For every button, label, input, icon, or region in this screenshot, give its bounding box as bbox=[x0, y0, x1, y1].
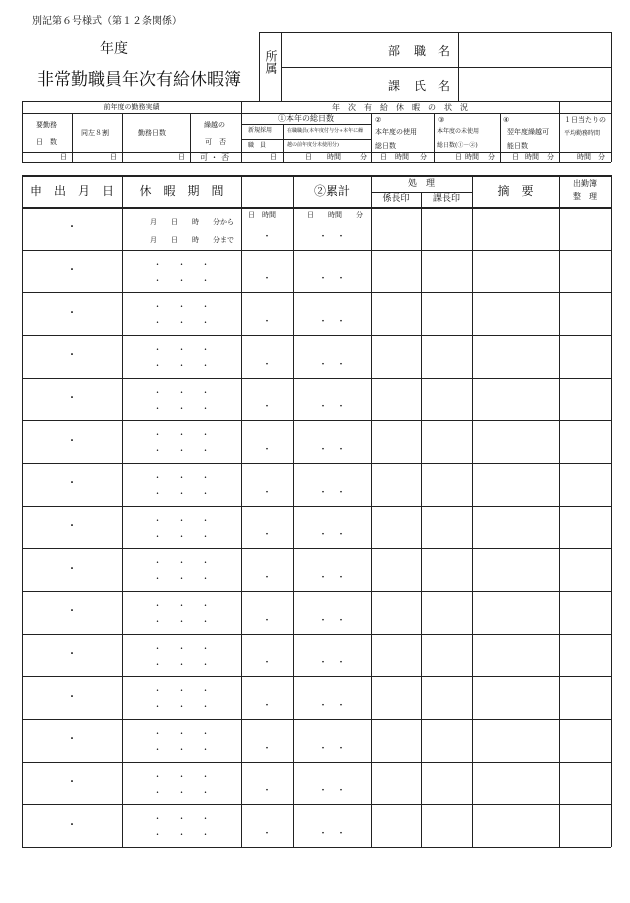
rule-line bbox=[122, 113, 123, 162]
leave-from-dots: ・ ・ ・ bbox=[153, 814, 210, 824]
leave-to-dots: ・ ・ ・ bbox=[153, 489, 210, 498]
request-date-cell[interactable] bbox=[22, 634, 122, 677]
remarks-cell[interactable] bbox=[472, 506, 559, 549]
chief-seal-cell[interactable] bbox=[421, 420, 472, 463]
remarks-cell[interactable] bbox=[472, 804, 559, 847]
request-date-dot: ・ bbox=[67, 478, 77, 490]
unit-time-2: 時間 bbox=[395, 153, 409, 161]
clerk-seal-cell[interactable] bbox=[371, 250, 421, 293]
col-attendance: 出勤簿 bbox=[573, 179, 597, 188]
leave-to-dots: ・ ・ ・ bbox=[153, 830, 210, 840]
unit-day-2: 日 bbox=[110, 153, 117, 161]
unused-number: ③ bbox=[438, 116, 445, 124]
total-days-title: ①本年の総日数 bbox=[278, 114, 334, 123]
remarks-cell[interactable] bbox=[472, 335, 559, 378]
rule-line bbox=[434, 113, 435, 162]
leave-from-dots: ・ ・ ・ bbox=[153, 729, 210, 738]
remarks-cell[interactable] bbox=[472, 463, 559, 506]
remarks-cell[interactable] bbox=[472, 591, 559, 634]
col-request-date: 申 出 月 日 bbox=[29, 184, 114, 198]
unit-min-1: 分 bbox=[360, 153, 367, 161]
request-date-dot: ・ bbox=[67, 521, 77, 532]
form-title: 非常勤職員年次有給休暇簿 bbox=[37, 70, 241, 90]
leave-period-cell[interactable] bbox=[122, 335, 241, 378]
request-date-dot: ・ bbox=[67, 435, 77, 447]
next-carry-label-2: 能日数 bbox=[507, 142, 528, 150]
clerk-seal-cell[interactable] bbox=[371, 463, 421, 506]
remarks-cell[interactable] bbox=[472, 420, 559, 463]
leave-from-dots: ・ ・ ・ bbox=[153, 558, 210, 568]
remarks-cell[interactable] bbox=[472, 378, 559, 421]
leave-from-dots: ・ ・ ・ bbox=[153, 771, 210, 781]
cumulative-dots: ・ ・ bbox=[318, 829, 346, 839]
col-attendance-2: 整 理 bbox=[573, 192, 597, 201]
rule-line bbox=[190, 113, 191, 162]
leave-to-dots: ・ ・ ・ bbox=[153, 403, 210, 413]
leave-from-dots: ・ ・ ・ bbox=[153, 345, 210, 354]
leave-period-cell[interactable] bbox=[122, 676, 241, 719]
total-days-note: 在職職員(本年度付与分+本年に繰 bbox=[287, 128, 364, 134]
request-date-cell[interactable] bbox=[22, 591, 122, 634]
eighty-pct-label: 同左８割 bbox=[81, 129, 109, 137]
remarks-cell[interactable] bbox=[472, 548, 559, 591]
leave-period-cell[interactable] bbox=[122, 634, 241, 677]
total-days-note-2: 越の前年度分未使用分) bbox=[287, 142, 339, 148]
position-label: 職 名 bbox=[414, 44, 451, 58]
unit-min-3: 分 bbox=[488, 153, 495, 161]
request-date-dot: ・ bbox=[67, 649, 77, 660]
remarks-cell[interactable] bbox=[472, 719, 559, 762]
request-date-dot: ・ bbox=[67, 691, 77, 703]
clerk-seal-cell[interactable] bbox=[371, 292, 421, 335]
used-days-dot: ・ bbox=[262, 701, 272, 711]
request-date-dot: ・ bbox=[67, 563, 77, 575]
unit-day-7: 日 bbox=[455, 153, 462, 161]
cumulative-dots: ・ ・ bbox=[318, 615, 346, 626]
dept-input[interactable] bbox=[282, 33, 382, 67]
leave-to-dots: ・ ・ ・ bbox=[153, 446, 210, 456]
leave-from-dots: ・ ・ ・ bbox=[153, 473, 210, 482]
chief-seal-cell[interactable] bbox=[421, 292, 472, 335]
chief-seal-cell[interactable] bbox=[421, 634, 472, 677]
leave-to-dots: ・ ・ ・ bbox=[153, 659, 210, 669]
request-date-cell[interactable] bbox=[22, 420, 122, 463]
leave-to-dots: ・ ・ ・ bbox=[153, 574, 210, 584]
used-days-dot: ・ bbox=[262, 359, 272, 370]
leave-period-cell[interactable] bbox=[122, 378, 241, 421]
used-days-dot: ・ bbox=[262, 658, 272, 669]
leave-from-dots: ・ ・ ・ bbox=[153, 302, 210, 312]
leave-period-cell[interactable] bbox=[122, 463, 241, 506]
clerk-seal-cell[interactable] bbox=[371, 634, 421, 677]
unit-time-4: 時間 bbox=[525, 153, 539, 161]
unit-day-4: 日 bbox=[270, 153, 277, 161]
used-days-dot: ・ bbox=[262, 743, 272, 754]
col-leave-period: 休 暇 期 間 bbox=[139, 184, 224, 198]
leave-from-dots: ・ ・ ・ bbox=[153, 430, 210, 440]
section-input[interactable] bbox=[282, 68, 382, 101]
attendance-cell[interactable] bbox=[559, 719, 611, 762]
request-date-dot: ・ bbox=[67, 819, 77, 831]
leave-period-cell[interactable] bbox=[122, 420, 241, 463]
request-date-cell[interactable] bbox=[22, 378, 122, 421]
attendance-cell[interactable] bbox=[559, 506, 611, 549]
request-date-dot: ・ bbox=[67, 307, 77, 319]
chief-seal-cell[interactable] bbox=[421, 463, 472, 506]
leave-period-cell[interactable] bbox=[122, 506, 241, 549]
table-col-line bbox=[611, 175, 612, 847]
worked-days-label: 勤務日数 bbox=[138, 129, 166, 137]
prev-year-group-header: 前年度の勤務実績 bbox=[103, 103, 160, 111]
attendance-cell[interactable] bbox=[559, 634, 611, 677]
chief-seal-cell[interactable] bbox=[421, 335, 472, 378]
request-date-cell[interactable] bbox=[22, 548, 122, 591]
request-date-dot: ・ bbox=[67, 777, 77, 788]
clerk-seal-cell[interactable] bbox=[371, 804, 421, 847]
clerk-seal-cell[interactable] bbox=[371, 506, 421, 549]
name-label: 氏 名 bbox=[414, 79, 451, 93]
cumulative-dots: ・ ・ bbox=[318, 658, 346, 669]
next-number: ④ bbox=[503, 116, 510, 124]
clerk-seal-cell[interactable] bbox=[371, 719, 421, 762]
col-chief-seal: 課長印 bbox=[432, 194, 460, 204]
leave-from-dots: ・ ・ ・ bbox=[153, 643, 210, 653]
attendance-cell[interactable] bbox=[559, 548, 611, 591]
daily-hours-label: １日当たりの bbox=[564, 116, 606, 124]
request-date-cell[interactable] bbox=[22, 762, 122, 805]
attendance-cell[interactable] bbox=[559, 207, 611, 250]
rule-line bbox=[22, 847, 611, 848]
required-days-label-2: 日 数 bbox=[36, 138, 57, 146]
unused-label: 本年度の未使用 bbox=[437, 128, 480, 135]
rule-line bbox=[241, 124, 371, 125]
clerk-seal-cell[interactable] bbox=[371, 762, 421, 805]
chief-seal-cell[interactable] bbox=[421, 676, 472, 719]
unit-day-5: 日 bbox=[305, 153, 312, 161]
leave-to-dots: ・ ・ ・ bbox=[153, 702, 210, 712]
cumulative-dots: ・ ・ bbox=[318, 317, 346, 327]
leave-period-cell[interactable] bbox=[122, 591, 241, 634]
affiliation-label: 所属 bbox=[264, 50, 278, 74]
request-date-cell[interactable] bbox=[22, 804, 122, 847]
next-carry-label: 翌年度繰越可 bbox=[507, 128, 549, 136]
remarks-cell[interactable] bbox=[472, 250, 559, 293]
leave-from-dots: ・ ・ ・ bbox=[153, 686, 210, 696]
unit-day-3: 日 bbox=[178, 153, 185, 161]
leave-period-cell[interactable] bbox=[122, 548, 241, 591]
used-label-2: 総日数 bbox=[375, 142, 396, 150]
chief-seal-cell[interactable] bbox=[421, 378, 472, 421]
col-clerk-seal: 係長印 bbox=[382, 194, 410, 204]
request-date-dot: ・ bbox=[67, 734, 77, 746]
chief-seal-cell[interactable] bbox=[421, 762, 472, 805]
rule-line bbox=[22, 101, 611, 102]
used-number: ② bbox=[375, 116, 382, 124]
request-date-dot: ・ bbox=[67, 350, 77, 362]
leave-period-cell[interactable] bbox=[122, 207, 241, 250]
leave-to-dots: ・ ・ ・ bbox=[153, 531, 210, 541]
rule-line bbox=[611, 32, 612, 101]
cumulative-dots: ・ ・ bbox=[318, 701, 346, 711]
request-date-cell[interactable] bbox=[22, 250, 122, 293]
cumulative-dots: ・ ・ bbox=[318, 402, 346, 413]
daily-hours-label-2: 平均勤務時間 bbox=[564, 130, 601, 137]
remarks-cell[interactable] bbox=[472, 634, 559, 677]
used-days-dot: ・ bbox=[262, 445, 272, 455]
unit-time-1: 時間 bbox=[327, 153, 341, 161]
clerk-seal-cell[interactable] bbox=[371, 335, 421, 378]
cumulative-dots: ・ ・ bbox=[318, 743, 346, 754]
request-date-cell[interactable] bbox=[22, 292, 122, 335]
request-date-cell[interactable] bbox=[22, 676, 122, 719]
clerk-seal-cell[interactable] bbox=[371, 207, 421, 250]
new-hire-label-2: 職 員 bbox=[248, 142, 267, 149]
form-code-label: 別記第６号様式（第１２条関係） bbox=[32, 16, 182, 27]
request-date-dot: ・ bbox=[67, 606, 77, 618]
request-date-dot: ・ bbox=[67, 265, 77, 276]
remarks-cell[interactable] bbox=[472, 676, 559, 719]
request-date-cell[interactable] bbox=[22, 207, 122, 250]
used-days-dot: ・ bbox=[262, 530, 272, 541]
leave-period-cell[interactable] bbox=[122, 250, 241, 293]
leave-status-group-header: 年 次 有 給 休 暇 の 状 況 bbox=[332, 103, 468, 112]
carryover-label: 繰越の bbox=[204, 121, 225, 129]
used-days-dot: ・ bbox=[262, 829, 272, 839]
cumulative-dots: ・ ・ bbox=[318, 530, 346, 541]
used-days-dot: ・ bbox=[262, 786, 272, 797]
chief-seal-cell[interactable] bbox=[421, 804, 472, 847]
request-date-cell[interactable] bbox=[22, 335, 122, 378]
clerk-seal-cell[interactable] bbox=[371, 676, 421, 719]
rule-line bbox=[241, 139, 371, 140]
required-days-label: 要勤務 bbox=[36, 121, 57, 129]
request-date-cell[interactable] bbox=[22, 719, 122, 762]
col-cumulative: ②累計 bbox=[313, 184, 350, 198]
used-days-dot: ・ bbox=[262, 317, 272, 327]
rule-line bbox=[259, 32, 260, 101]
dept-label: 部 bbox=[388, 44, 401, 58]
used-days-dot: ・ bbox=[262, 231, 272, 242]
position-input[interactable] bbox=[459, 33, 610, 67]
used-days-dot: ・ bbox=[262, 573, 272, 583]
rule-line bbox=[611, 101, 612, 162]
clerk-seal-cell[interactable] bbox=[371, 378, 421, 421]
leave-to-dots: ・ ・ ・ bbox=[153, 361, 210, 370]
leave-to-dots: ・ ・ ・ bbox=[153, 617, 210, 626]
cumulative-dots: ・ ・ bbox=[318, 786, 346, 797]
leave-period-cell[interactable] bbox=[122, 762, 241, 805]
cumulative-dots: ・ ・ bbox=[318, 274, 346, 285]
chief-seal-cell[interactable] bbox=[421, 548, 472, 591]
section-label: 課 bbox=[388, 79, 401, 93]
rule-line bbox=[559, 101, 560, 162]
clerk-seal-cell[interactable] bbox=[371, 591, 421, 634]
rule-line bbox=[371, 113, 372, 162]
name-input[interactable] bbox=[459, 68, 610, 101]
unit-min-2: 分 bbox=[420, 153, 427, 161]
chief-seal-cell[interactable] bbox=[421, 207, 472, 250]
unit-day-6: 日 bbox=[380, 153, 387, 161]
leave-from-dots: ・ ・ ・ bbox=[153, 515, 210, 525]
leave-from-dots: ・ ・ ・ bbox=[153, 259, 210, 269]
attendance-cell[interactable] bbox=[559, 420, 611, 463]
remarks-cell[interactable] bbox=[472, 292, 559, 335]
chief-seal-cell[interactable] bbox=[421, 250, 472, 293]
cell-day-hour-min-units: 日 時間 分 bbox=[307, 211, 363, 219]
attendance-cell[interactable] bbox=[559, 463, 611, 506]
attendance-cell[interactable] bbox=[559, 591, 611, 634]
chief-seal-cell[interactable] bbox=[421, 506, 472, 549]
new-hire-label: 新規採用 bbox=[248, 127, 273, 134]
request-date-cell[interactable] bbox=[22, 463, 122, 506]
leave-from-units: 月 日 時 分から bbox=[150, 218, 234, 226]
attendance-cell[interactable] bbox=[559, 335, 611, 378]
leave-from-dots: ・ ・ ・ bbox=[153, 601, 210, 610]
remarks-cell[interactable] bbox=[472, 207, 559, 250]
attendance-cell[interactable] bbox=[559, 676, 611, 719]
unit-min-4: 分 bbox=[547, 153, 554, 161]
attendance-cell[interactable] bbox=[559, 804, 611, 847]
cell-day-hour-units: 日 時間 bbox=[248, 211, 276, 219]
year-label: 年度 bbox=[100, 41, 128, 57]
clerk-seal-cell[interactable] bbox=[371, 420, 421, 463]
unit-day-1: 日 bbox=[60, 153, 67, 161]
leave-to-dots: ・ ・ ・ bbox=[153, 275, 210, 285]
rule-line bbox=[22, 162, 611, 163]
chief-seal-cell[interactable] bbox=[421, 591, 472, 634]
attendance-cell[interactable] bbox=[559, 762, 611, 805]
used-days-dot: ・ bbox=[262, 274, 272, 285]
leave-to-dots: ・ ・ ・ bbox=[153, 318, 210, 328]
clerk-seal-cell[interactable] bbox=[371, 548, 421, 591]
rule-line bbox=[72, 113, 73, 162]
unit-time-3: 時間 bbox=[465, 153, 479, 161]
leave-from-dots: ・ ・ ・ bbox=[153, 387, 210, 397]
remarks-cell[interactable] bbox=[472, 762, 559, 805]
cumulative-dots: ・ ・ bbox=[318, 487, 346, 498]
cumulative-dots: ・ ・ bbox=[318, 445, 346, 455]
rule-line bbox=[22, 175, 611, 177]
cumulative-dots: ・ ・ bbox=[318, 231, 346, 242]
rule-line bbox=[500, 113, 501, 162]
attendance-cell[interactable] bbox=[559, 292, 611, 335]
used-days-dot: ・ bbox=[262, 487, 272, 498]
leave-period-cell[interactable] bbox=[122, 719, 241, 762]
used-days-dot: ・ bbox=[262, 402, 272, 413]
request-date-dot: ・ bbox=[67, 222, 77, 234]
chief-seal-cell[interactable] bbox=[421, 719, 472, 762]
unused-label-2: 総日数(①－②) bbox=[437, 142, 478, 149]
carryover-label-2: 可 否 bbox=[205, 138, 226, 146]
rule-line bbox=[283, 124, 284, 162]
col-remarks: 摘 要 bbox=[497, 184, 534, 198]
leave-to-dots: ・ ・ ・ bbox=[153, 745, 210, 754]
leave-to-units: 月 日 時 分まで bbox=[150, 236, 234, 244]
attendance-cell[interactable] bbox=[559, 378, 611, 421]
leave-to-dots: ・ ・ ・ bbox=[153, 787, 210, 797]
cumulative-dots: ・ ・ bbox=[318, 359, 346, 370]
used-days-dot: ・ bbox=[262, 615, 272, 626]
leave-period-cell[interactable] bbox=[122, 804, 241, 847]
cumulative-dots: ・ ・ bbox=[318, 573, 346, 583]
unit-day-8: 日 bbox=[512, 153, 519, 161]
leave-period-cell[interactable] bbox=[122, 292, 241, 335]
request-date-cell[interactable] bbox=[22, 506, 122, 549]
used-label: 本年度の使用 bbox=[375, 128, 417, 136]
col-processing: 処 理 bbox=[407, 179, 435, 189]
carryover-value-toggle[interactable]: 可 ・ 否 bbox=[200, 153, 230, 162]
request-date-dot: ・ bbox=[67, 393, 77, 404]
attendance-cell[interactable] bbox=[559, 250, 611, 293]
unit-hours-min: 時間 分 bbox=[577, 153, 605, 161]
